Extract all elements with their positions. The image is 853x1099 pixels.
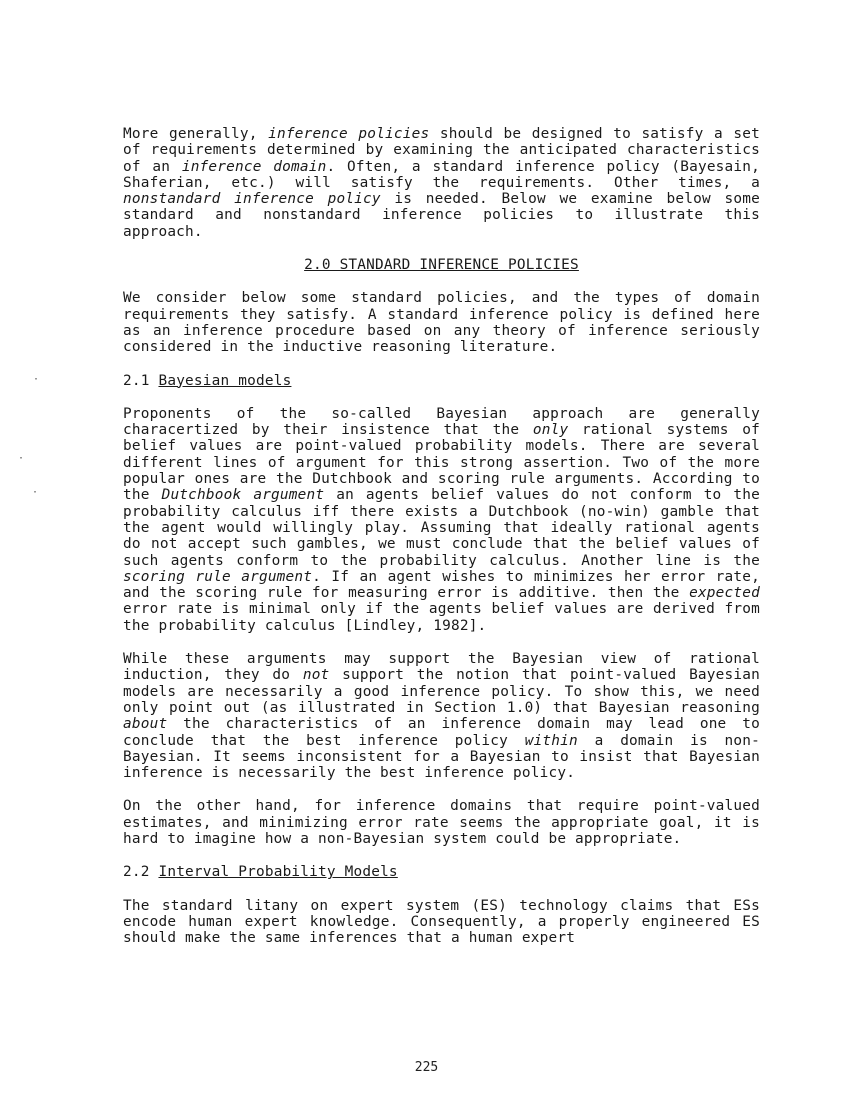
emphasis: about: [123, 716, 168, 733]
emphasis: scoring rule argument: [123, 568, 313, 585]
emphasis: within: [524, 732, 578, 749]
emphasis: inference policies: [268, 126, 430, 142]
paragraph-intro: More generally, inference policies should be designed to satisfy a set of requirements determined by examining the anticipated characteristics of an inference domain. Often, a standard inference policy (Bayesain, Shaferian, etc.) will satisfy the requirements. Other times, a nonstandard inference policy is needed. Below we examine below some standard and nonstandard inference policies to illustrate this approach.: [123, 126, 761, 240]
emphasis: Dutchbook argument: [161, 487, 325, 504]
paragraph-arguments: While these arguments may support the Bayesian view of rational induction, they do not support the notion that point-valued Bayesian models are necessarily a good inference policy. To show this, we need only point out (as illustrated in Section 1.0) that Bayesian reasoning about the characteristics of an inference domain may lead one to conclude that the best inference policy within a domain is non-Bayesian. It seems inconsistent for a Bayesian to insist that Bayesian inference is necessarily the best inference policy.: [123, 651, 761, 782]
paragraph-standard-policies: We consider below some standard policies, and the types of domain requirements they satisfy. A standard inference policy is defined here as an inference procedure based on any theory of inference seriously considered in the inductive reasoning literature.: [123, 290, 760, 356]
emphasis: expected: [689, 585, 760, 602]
scan-speck: ·: [33, 374, 40, 385]
scan-speck: ·: [18, 453, 25, 464]
section-heading-2-0: 2.0 STANDARD INFERENCE POLICIES: [304, 257, 579, 274]
page-body: [123, 126, 760, 963]
paragraph-other-hand: On the other hand, for inference domains that require point-valued estimates, and minimizing error rate seems the appropriate goal, it is hard to imagine how a non-Bayesian system could be appropriate.: [123, 798, 760, 847]
paragraph-bayesian: Proponents of the so-called Bayesian approach are generally characertized by their insistence that the only rational systems of belief values are point-valued probability models. There are several different lines of argument for this strong assertion. Two of the more popular ones are the Dutchbook and scoring rule arguments. According to the Dutchbook argument an agents belief values do not conform to the probability calculus iff there exists a Dutchbook (no-win) gamble that the agent would willingly play. Assuming that ideally rational agents do not accept such gambles, we must conclude that the belief values of such agents conform to the probability calculus. Another line is the scoring rule argument. If an agent wishes to minimizes her error rate, and the scoring rule for measuring error is additive. then the expected error rate is minimal only if the agents belief values are derived from the probability calculus [Lindley, 1982].: [123, 405, 761, 634]
emphasis: not: [302, 667, 330, 684]
emphasis: inference domain: [181, 158, 327, 175]
scan-speck: ·: [32, 487, 39, 498]
emphasis: only: [532, 422, 569, 439]
emphasis: nonstandard inference policy: [123, 191, 381, 208]
page-number: 225: [414, 1060, 439, 1075]
section-heading-2-1: 2.1 Bayesian models: [123, 372, 292, 389]
paragraph-expert-systems: The standard litany on expert system (ES) technology claims that ESs encode human expert knowledge. Consequently, a properly engineered ES should make the same inferences that a human expert: [123, 897, 760, 947]
section-heading-2-2: 2.2 Interval Probability Models: [123, 864, 398, 881]
